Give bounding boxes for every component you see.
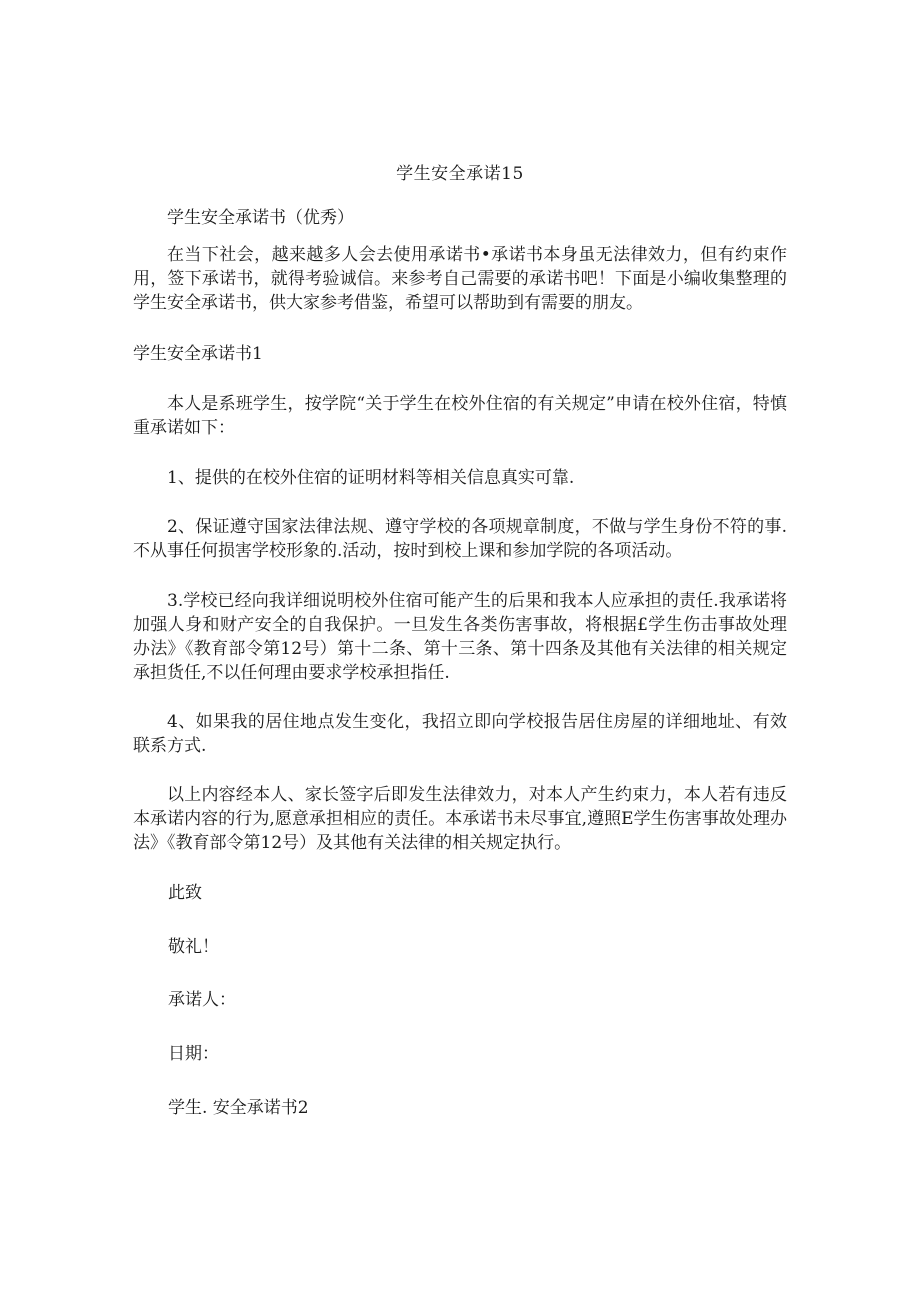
document-title: 学生安全承诺15 xyxy=(396,164,524,184)
section1-heading: 学生安全承诺书1 xyxy=(133,344,263,364)
salutation-cizhi: 此致 xyxy=(168,883,202,903)
salutation-jingli: 敬礼！ xyxy=(168,937,219,957)
closing-paragraph: 以上内容经本人、家长签字后即发生法律效力，对本人产生约束力，本人若有违反本承诺内容的行为,愿意承担相应的责任。本承诺书未尽事宜,遵照E学生伤害事故处理办法》《教育部令第12号）及其他有关法律的相关规定执行。 xyxy=(133,785,787,853)
section1-body: 本人是系班学生，按学院“关于学生在校外住宿的有关规定”申请在校外住宿，特慎重承诺如下： xyxy=(133,394,787,438)
intro-paragraph: 在当下社会，越来越多人会去使用承诺书•承诺书本身虽无法律效力，但有约束作用，签下承诺书，就得考验诚信。来参考自己需要的承诺书吧！下面是小编收集整理的学生安全承诺书，供大家参考借鉴，希望可以帮助到有需要的朋友。 xyxy=(133,245,787,313)
section2-heading: 学生. 安全承诺书2 xyxy=(168,1098,309,1118)
promise-item-3: 3.学校已经向我详细说明校外住宿可能产生的后果和我本人应承担的责任.我承诺将加强人身和财产安全的自我保护。一旦发生各类伤害事故，将根据£学生伤击事故处理办法》《教育部令第12号）第十二条、第十三条、第十四条及其他有关法律的相关规定承担货任,不以任何理由要求学校承担指任. xyxy=(133,591,787,683)
promise-item-4: 4、如果我的居住地点发生变化，我招立即向学校报告居住房屋的详细地址、有效联系方式. xyxy=(133,712,787,756)
signer-label: 承诺人： xyxy=(168,990,236,1010)
promise-item-2: 2、保证遵守国家法律法规、遵守学校的各项规章制度，不做与学生身份不符的事.不从事任何损害学校形象的.活动，按时到校上课和参加学院的各项活动。 xyxy=(133,517,787,561)
document-subtitle: 学生安全承诺书（优秀） xyxy=(167,208,354,228)
promise-item-1: 1、提供的在校外住宿的证明材料等相关信息真实可靠. xyxy=(167,468,575,488)
date-label: 日期： xyxy=(168,1044,219,1064)
